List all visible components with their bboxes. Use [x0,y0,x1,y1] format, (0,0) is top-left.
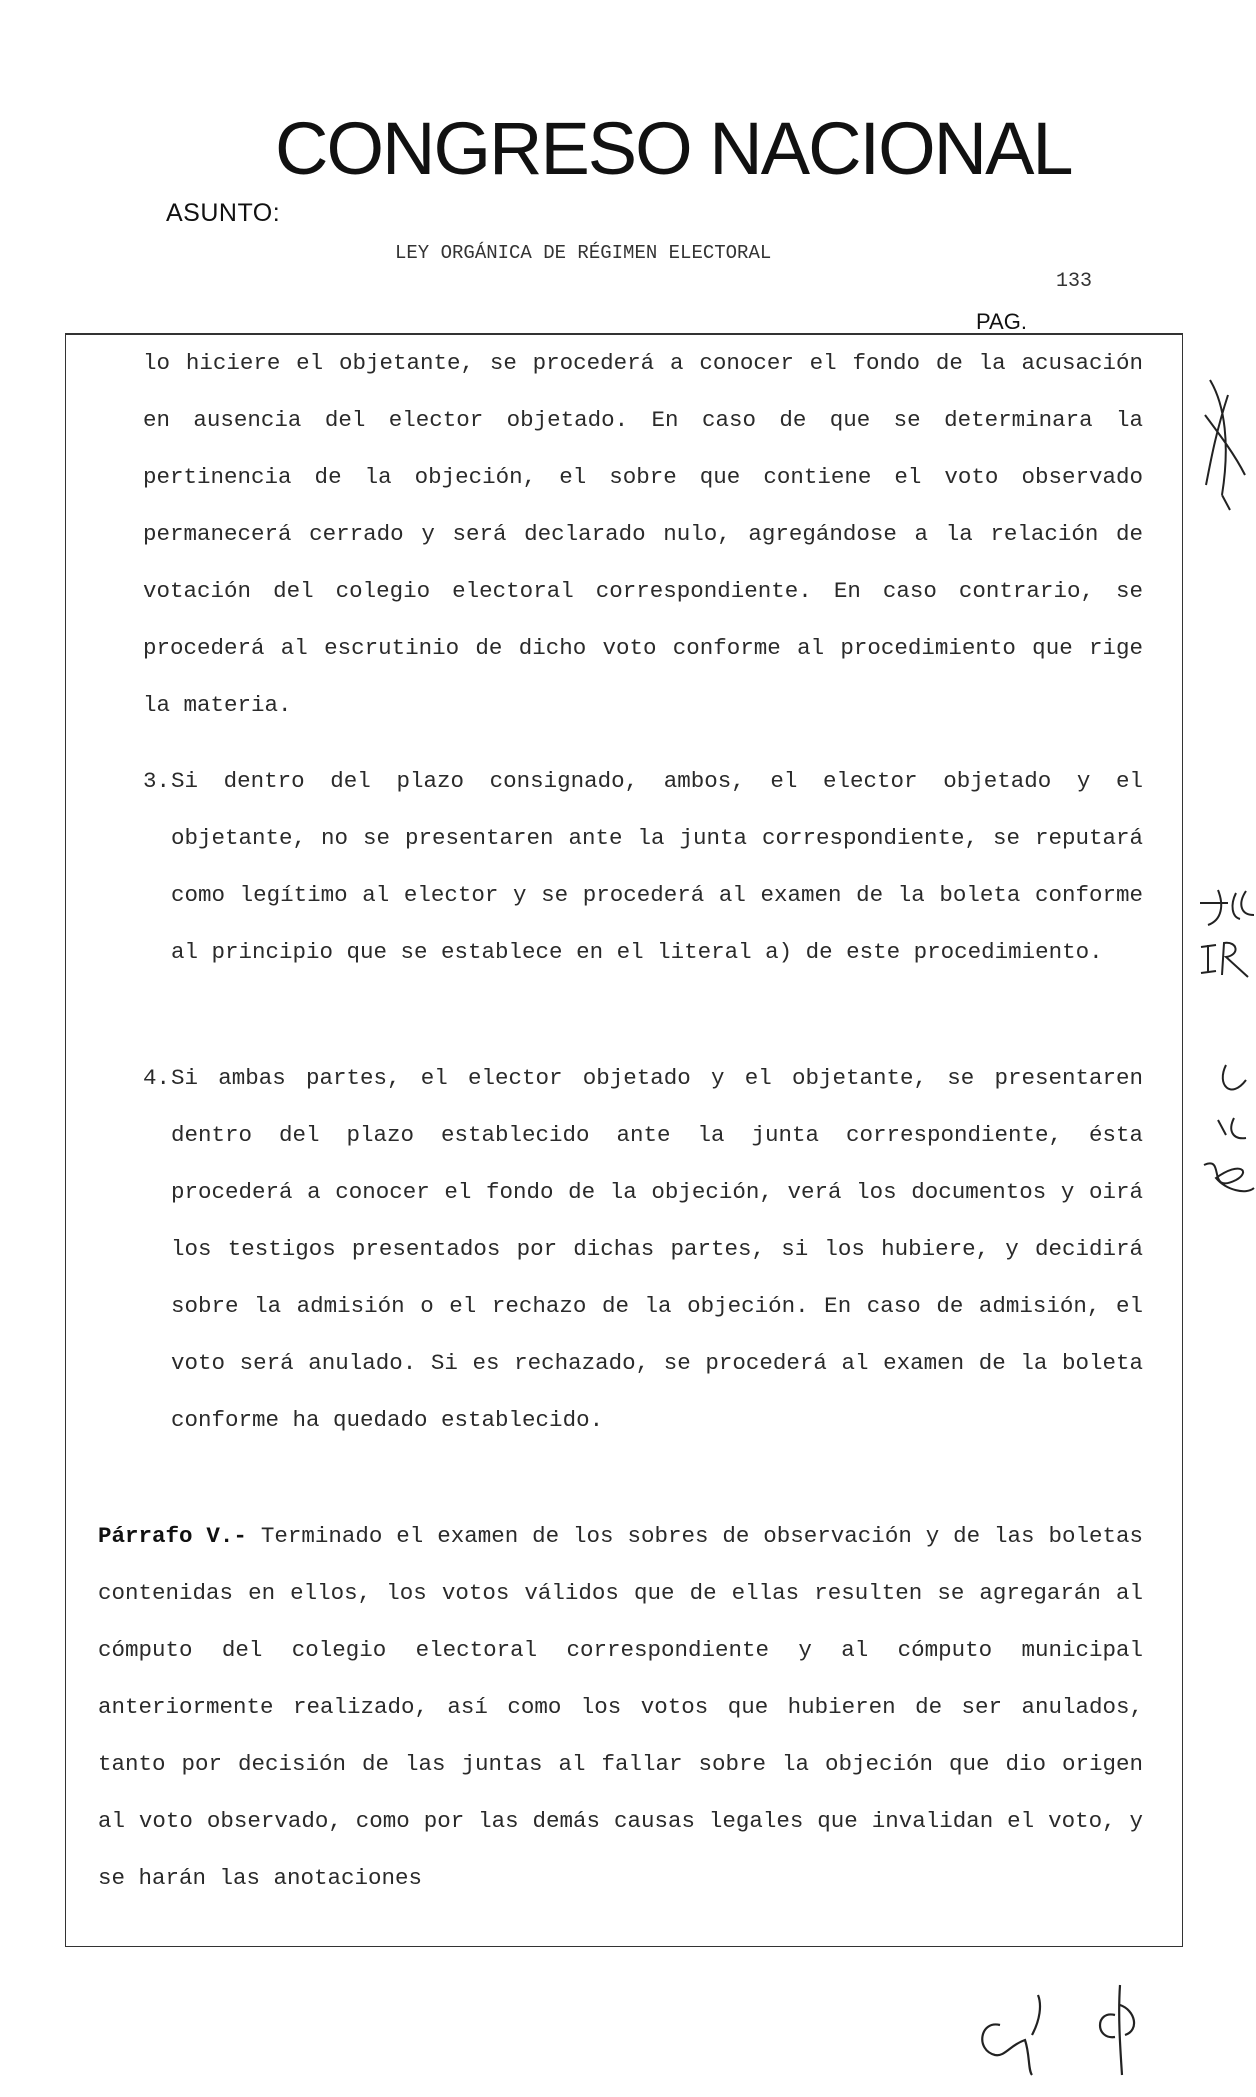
page-number: 133 [1056,270,1093,293]
page-label: PAG. [976,309,1027,334]
list-item-text: Si ambas partes, el elector objetado y el objetante, se presentaren dentro del plazo establecido ante la junta correspondiente, ésta procederá a conocer el fondo de la objeción, verá los documentos y oirá los testigos presentados por dichas partes, si los hubiere, y decidirá sobre la admisión o el rechazo de la objeción. En caso de admisión, el voto será anulado. Si es rechazado, se procederá al examen de la boleta conforme ha quedado establecido. [171,1065,1143,1433]
paragraph-continuation: lo hiciere el objetante, se procederá a conocer el fondo de la acusación en ausencia del elector objetado. En caso de que se determinara la pertinencia de la objeción, el sobre que contiene el voto observado permanecerá cerrado y será declarado nulo, agregándose a la relación de votación del colegio electoral correspondiente. En caso contrario, se procederá al escrutinio de dicho voto conforme al procedimiento que rige la materia. [143,350,1143,718]
margin-initials-lower [1196,1060,1256,1210]
subject-line: LEY ORGÁNICA DE RÉGIMEN ELECTORAL [395,242,772,264]
paragraph-v-text: Terminado el examen de los sobres de observación y de las boletas contenidas en ellos, los votos válidos que de ellas resulten se agregarán al cómputo del colegio electoral correspondiente y al cómputo municipal anteriormente realizado, así como los votos que hubieren de ser anulados, tanto por decisión de las juntas al fallar sobre la objeción que dio origen al voto observado, como por las demás causas legales que invalidan el voto, y se harán las anotaciones [98,1523,1143,1891]
list-item-text: Si dentro del plazo consignado, ambos, el elector objetado y el objetante, no se presentaren ante la junta correspondiente, se reputará como legítimo al elector y se procederá al examen de la boleta conforme al principio que se establece en el literal a) de este procedimiento. [171,768,1143,965]
asunto-label: ASUNTO: [166,199,281,227]
list-item-number: 3. [143,768,171,794]
paragraph-v [98,1508,1143,1907]
page-title: CONGRESO NACIONAL [275,107,1072,190]
list-item-3 [143,753,1143,981]
margin-signature-top [1200,375,1250,515]
list-item-number: 4. [143,1065,171,1091]
paragraph-v-label: Párrafo V.- [98,1523,247,1549]
margin-initials-jc [1198,885,1256,985]
bottom-signature [970,1975,1170,2085]
list-item-4 [143,1050,1143,1449]
